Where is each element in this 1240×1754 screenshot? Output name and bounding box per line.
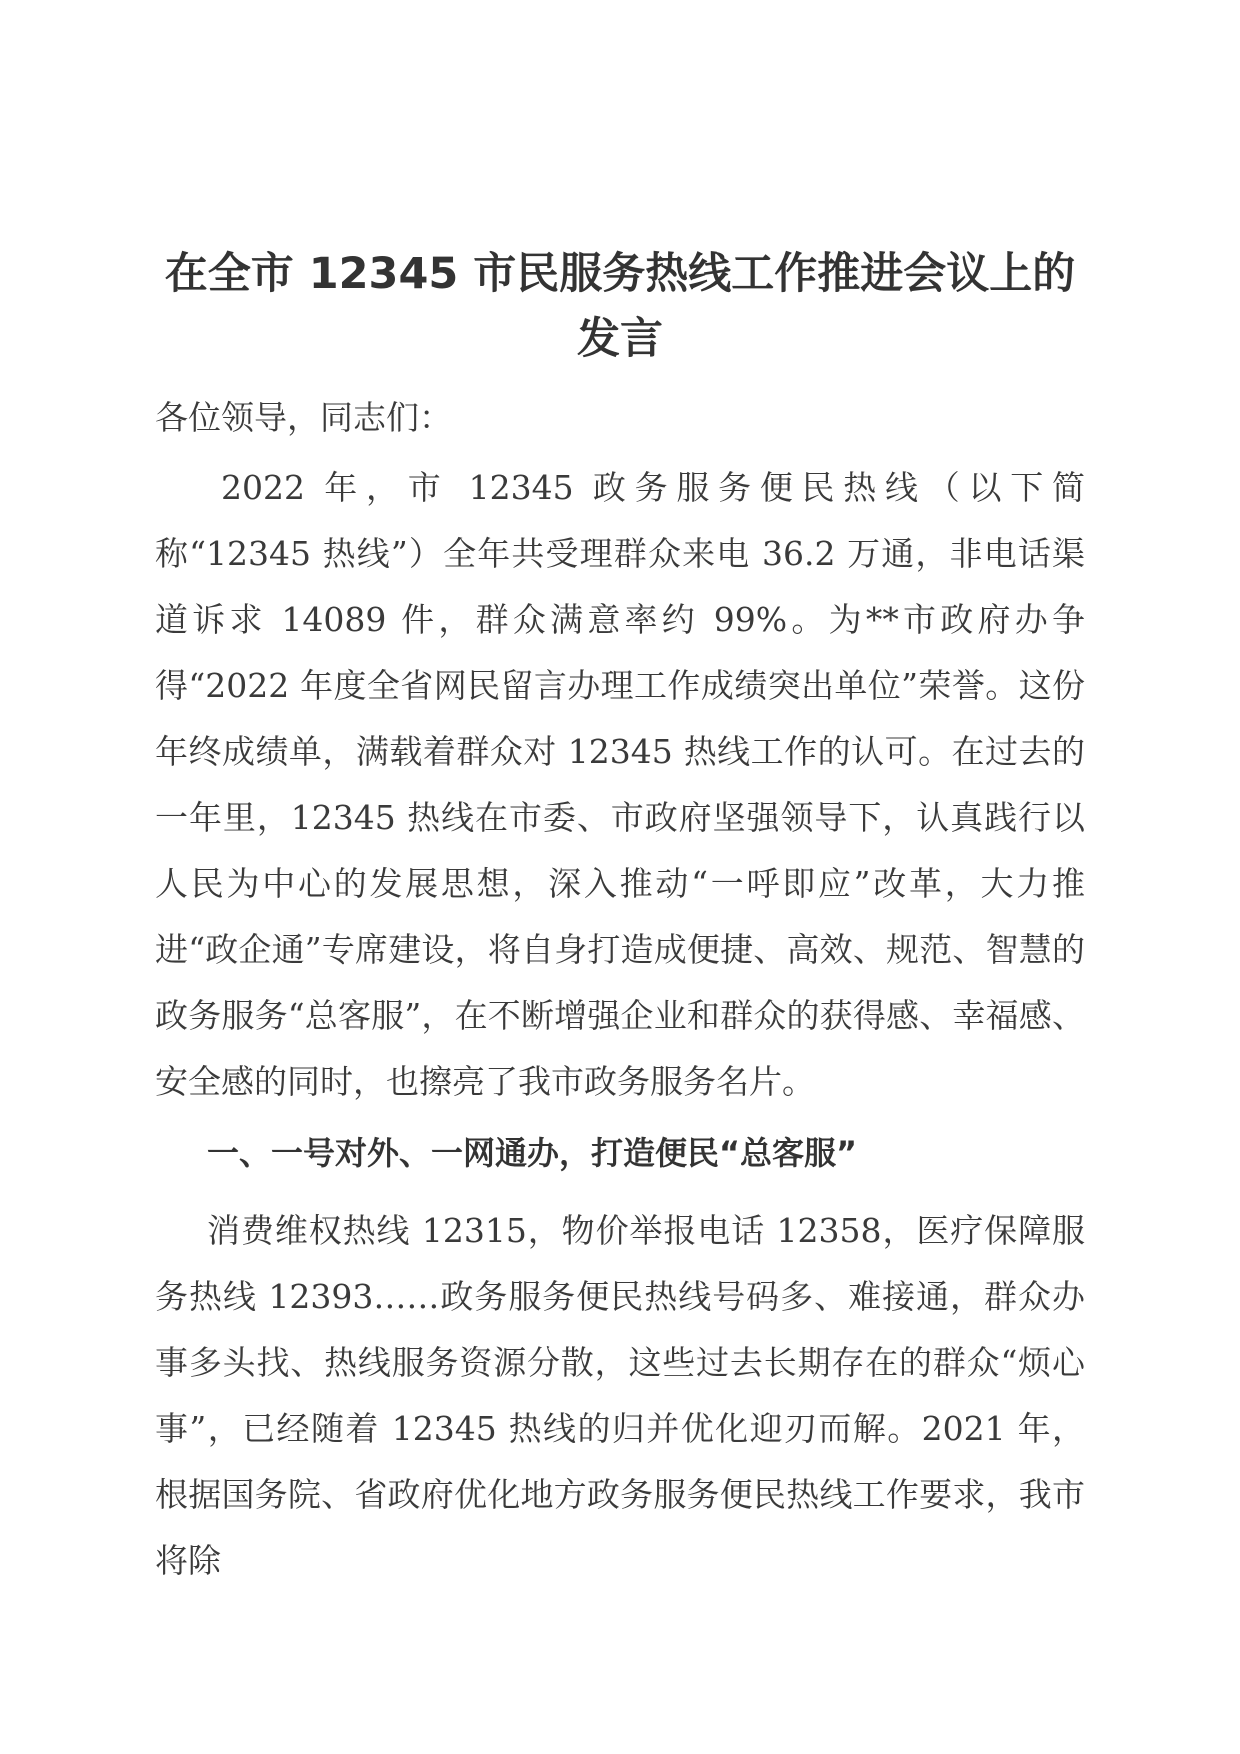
- paragraph-intro: 2022 年，市 12345 政务服务便民热线（以下简称“12345 热线”）全年共受理群众来电 36.2 万通，非电话渠道诉求 14089 件，群众满意率约 99%。为**市政府办争得“2022 年度全省网民留言办理工作成绩突出单位”荣誉。这份年终成绩单，满载着群众对 12345 热线工作的认可。在过去的一年里，12345 热线在市委、市政府坚强领导下，认真践行以人民为中心的发展思想，深入推动“一呼即应”改革，大力推进“政企通”专席建设，将自身打造成便捷、高效、规范、智慧的政务服务“总客服”，在不断增强企业和群众的获得感、幸福感、安全感的同时，也擦亮了我市政务服务名片。: [155, 468, 1085, 1101]
- section-heading-1: 一、一号对外、一网通办，打造便民“总客服”: [207, 1134, 858, 1172]
- salutation: 各位领导，同志们：: [155, 398, 452, 437]
- paragraph-section-1: 消费维权热线 12315，物价举报电话 12358，医疗保障服务热线 12393……政务服务便民热线号码多、难接通，群众办事多头找、热线服务资源分散，这些过去长期存在的群众“烦心事”，已经随着 12345 热线的归并优化迎刃而解。2021 年，根据国务院、省政府优化地方政务服务便民热线工作要求，我市将除: [155, 1211, 1085, 1580]
- document-title: 在全市 12345 市民服务热线工作推进会议上的发言: [164, 249, 1076, 364]
